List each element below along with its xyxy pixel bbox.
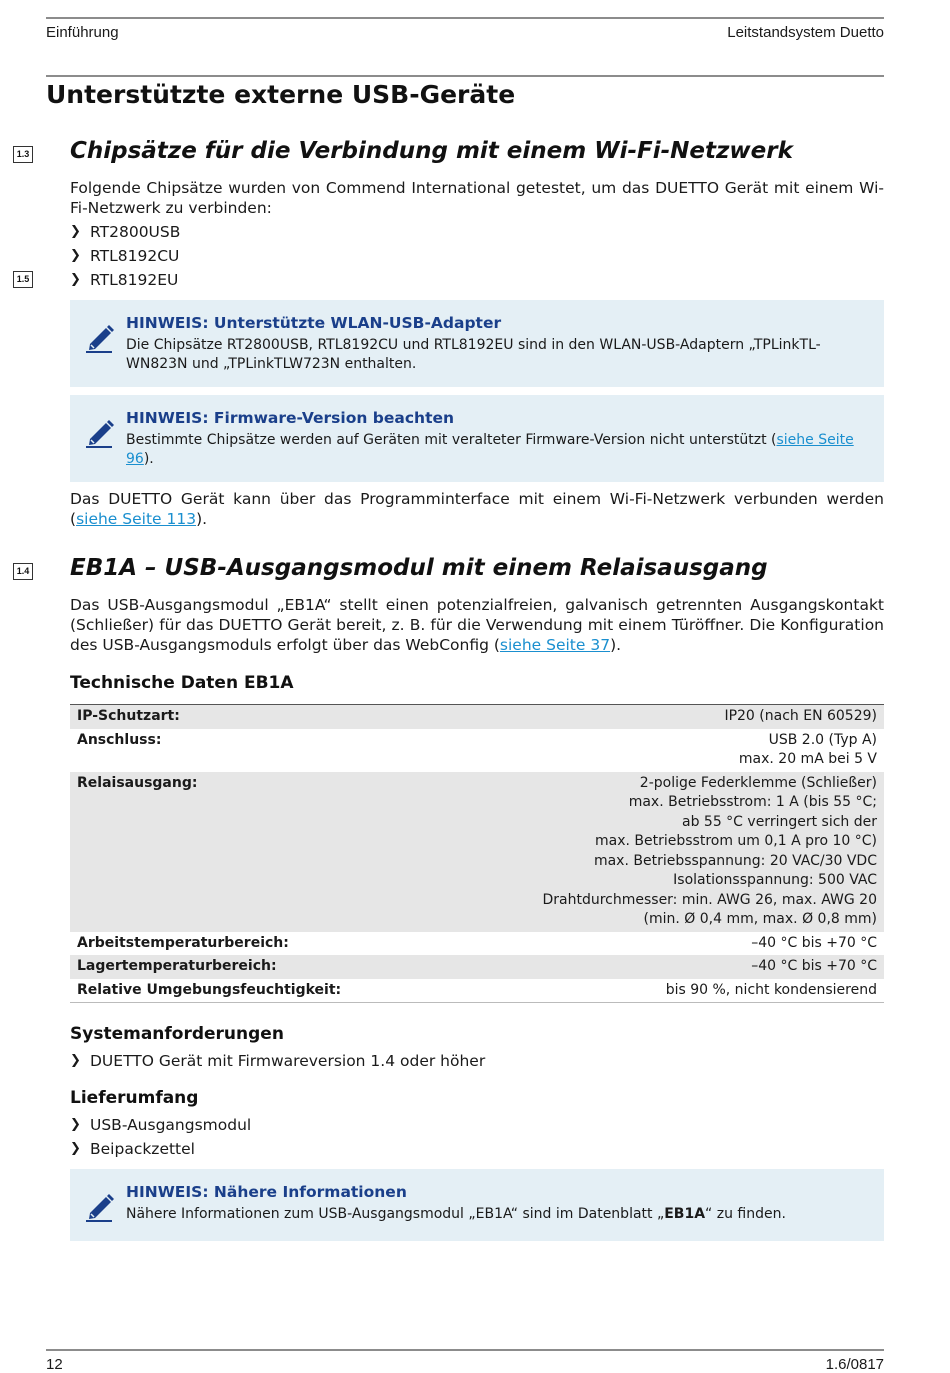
tech-data-table <box>70 704 884 1003</box>
eb1a-intro: Das USB-Ausgangsmodul „EB1A“ stellt einen potenzialfreien, galvanisch getrennten Ausgangskontakt (Schließer) für das DUETTO Gerät bereit, z. B. für die Verwendung mit einem Türöffner. Die Konfiguration des USB-Ausgangsmoduls erfolgt über das WebConfig (siehe Seite 37). <box>70 596 884 654</box>
note-title: HINWEIS: Nähere Informationen <box>126 1183 407 1201</box>
chevron-right-icon: ❯ <box>70 1141 81 1156</box>
header-bottom-rule <box>46 75 884 77</box>
list-item: ❯ RT2800USB <box>70 220 180 244</box>
pencil-icon <box>84 1189 116 1223</box>
spec-key: IP-Schutzart: <box>70 705 431 729</box>
page-link[interactable]: siehe Seite 96 <box>126 432 854 467</box>
table-row <box>70 955 884 979</box>
header-product: Leitstandsystem Duetto <box>727 24 884 41</box>
spec-value: 2-polige Federklemme (Schließer) max. Betriebsstrom: 1 A (bis 55 °C; ab 55 °C verringert sich der max. Betriebsstrom um 0,1 A pro 10 °C) max. Betriebsspannung: 20 VAC/30 VDC Isolationsspannung: 500 VAC Drahtdurchmesser: min. AWG 26, max. AWG 20 (min. Ø 0,4 mm, max. Ø 0,8 mm) <box>431 772 884 932</box>
note-title: HINWEIS: Firmware-Version beachten <box>126 409 455 427</box>
version-badge: 1.3 <box>13 146 33 163</box>
delivery-list <box>70 1113 251 1161</box>
page-link[interactable]: siehe Seite 113 <box>76 510 197 528</box>
note-box-wlan-adapters <box>70 300 884 387</box>
page-title: Unterstützte externe USB-Geräte <box>46 80 516 109</box>
sysreq-list <box>70 1049 485 1073</box>
list-item: ❯ DUETTO Gerät mit Firmwareversion 1.4 oder höher <box>70 1049 485 1073</box>
note-text: Die Chipsätze RT2800USB, RTL8192CU und RTL8192EU sind in den WLAN-USB-Adaptern „TPLinkTL-WN823N und „TPLinkTLW723N enthalten. <box>126 337 821 372</box>
spec-key: Relative Umgebungsfeuchtigkeit: <box>70 979 431 1003</box>
table-row <box>70 729 884 772</box>
pencil-icon <box>84 320 116 354</box>
note-box-firmware <box>70 395 884 482</box>
chipsets-intro: Folgende Chipsätze wurden von Commend International getestet, um das DUETTO Gerät mit einem Wi-Fi-Netzwerk zu verbinden: <box>70 179 884 217</box>
delivery-heading: Lieferumfang <box>70 1088 199 1108</box>
table-row <box>70 979 884 1003</box>
section-heading-eb1a: EB1A – USB-Ausgangsmodul mit einem Relaisausgang <box>70 555 768 581</box>
header-top-rule <box>46 17 884 19</box>
footer-rule <box>46 1349 884 1351</box>
spec-value: USB 2.0 (Typ A) max. 20 mA bei 5 V <box>738 731 877 767</box>
note-title: HINWEIS: Unterstützte WLAN-USB-Adapter <box>126 314 502 332</box>
chevron-right-icon: ❯ <box>70 1053 81 1068</box>
spec-value: bis 90 %, nicht kondensierend <box>431 979 884 1003</box>
tech-data-heading: Technische Daten EB1A <box>70 673 294 693</box>
version-badge: 1.4 <box>13 563 33 580</box>
spec-value: –40 °C bis +70 °C <box>431 955 884 979</box>
chipset-list <box>70 220 180 292</box>
list-item: ❯ RTL8192EU <box>70 268 180 292</box>
spec-key: Anschluss: <box>77 731 162 748</box>
table-row <box>70 772 884 932</box>
header-chapter: Einführung <box>46 24 119 41</box>
note-box-more-info <box>70 1169 884 1241</box>
sysreq-heading: Systemanforderungen <box>70 1024 284 1044</box>
document-version: 1.6/0817 <box>825 1356 884 1373</box>
page-link[interactable]: siehe Seite 37 <box>499 636 611 654</box>
spec-key: Lagertemperaturbereich: <box>70 955 431 979</box>
spec-key: Arbeitstemperaturbereich: <box>77 934 289 951</box>
spec-value: –40 °C bis +70 °C <box>751 934 877 951</box>
note-text: Nähere Informationen zum USB-Ausgangsmodul „EB1A“ sind im Datenblatt „EB1A“ zu finden. <box>126 1206 786 1222</box>
table-row <box>70 705 884 729</box>
pencil-icon <box>84 415 116 449</box>
note-text: Bestimmte Chipsätze werden auf Geräten mit veralteter Firmware-Version nicht unterstützt (siehe Seite 96). <box>126 432 854 467</box>
spec-value: IP20 (nach EN 60529) <box>431 705 884 729</box>
table-row <box>70 932 884 956</box>
list-item: ❯ USB-Ausgangsmodul <box>70 1113 251 1137</box>
spec-key: Relaisausgang: <box>70 772 431 932</box>
chevron-right-icon: ❯ <box>70 1117 81 1132</box>
page-number: 12 <box>46 1356 63 1373</box>
version-badge: 1.5 <box>13 271 33 288</box>
list-item: ❯ Beipackzettel <box>70 1137 251 1161</box>
chevron-right-icon: ❯ <box>70 248 81 263</box>
chevron-right-icon: ❯ <box>70 224 81 239</box>
section-heading-chipsets: Chipsätze für die Verbindung mit einem Wi-Fi-Netzwerk <box>70 138 793 164</box>
wifi-outro: Das DUETTO Gerät kann über das Programminterface mit einem Wi-Fi-Netzwerk verbunden werden (siehe Seite 113). <box>70 490 884 528</box>
list-item: ❯ RTL8192CU <box>70 244 180 268</box>
chevron-right-icon: ❯ <box>70 272 81 287</box>
